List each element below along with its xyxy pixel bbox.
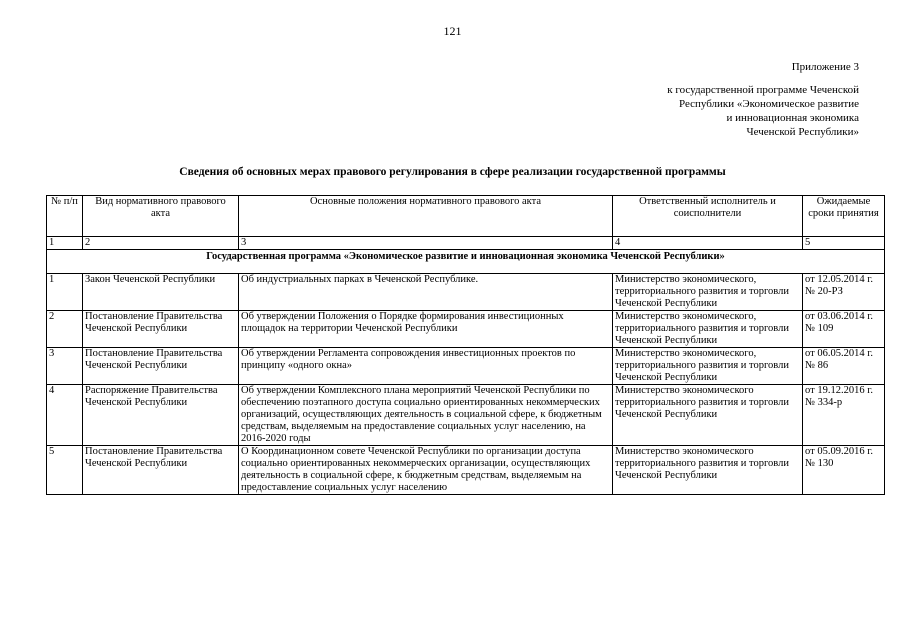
column-number: 5 — [803, 237, 885, 250]
row-act-type: Постановление Правительства Чеченской Республики — [83, 348, 239, 385]
header-deadline: Ожидаемые сроки принятия — [803, 196, 885, 237]
program-row — [47, 250, 885, 274]
legal-measures-table — [46, 195, 885, 495]
row-provisions: Об утверждении Комплексного плана мероприятий Чеченской Республики по обеспечению поэтапного доступа социально ориентированных некоммерческих организаций, осуществляющих деятельность в социальной сфере, к бюджетным средствам, выделяемым на предоставление социальных услуг населению, на 2016-2020 годы — [239, 385, 613, 446]
table-row — [47, 311, 885, 348]
table-row — [47, 446, 885, 495]
column-number: 3 — [239, 237, 613, 250]
row-provisions: Об утверждении Положения о Порядке формирования инвестиционных площадок на территории Чеченской Республики — [239, 311, 613, 348]
page-number: 121 — [443, 24, 462, 38]
row-executor: Министерство экономического территориального развития и торговли Чеченской Республики — [613, 446, 803, 495]
row-num: 5 — [47, 446, 83, 495]
column-number: 4 — [613, 237, 803, 250]
row-num: 4 — [47, 385, 83, 446]
table-row — [47, 348, 885, 385]
program-title: Государственная программа «Экономическое развитие и инновационная экономика Чеченской Республики» — [47, 250, 885, 274]
row-act-type: Распоряжение Правительства Чеченской Республики — [83, 385, 239, 446]
column-number: 2 — [83, 237, 239, 250]
row-deadline: от 19.12.2016 г. № 334-р — [803, 385, 885, 446]
row-executor: Министерство экономического, территориального развития и торговли Чеченской Республики — [613, 274, 803, 311]
header-act-type: Вид нормативного правового акта — [83, 196, 239, 237]
appendix-block — [667, 60, 859, 139]
row-executor: Министерство экономического территориального развития и торговли Чеченской Республики — [613, 385, 803, 446]
row-provisions: Об утверждении Регламента сопровождения инвестиционных проектов по принципу «одного окна» — [239, 348, 613, 385]
appendix-line: к государственной программе Чеченской — [667, 84, 859, 96]
row-act-type: Постановление Правительства Чеченской Республики — [83, 446, 239, 495]
table-row — [47, 385, 885, 446]
appendix-line: и инновационная экономика — [726, 112, 859, 124]
header-provisions: Основные положения нормативного правового акта — [239, 196, 613, 237]
table-header-row — [47, 196, 885, 237]
row-act-type: Постановление Правительства Чеченской Республики — [83, 311, 239, 348]
header-executor: Ответственный исполнитель и соисполнители — [613, 196, 803, 237]
row-provisions: О Координационном совете Чеченской Республики по организации доступа социально ориентированных некоммерческих организации, осуществляющих деятельность в социальной сфере, к бюджетным средствам, выделяемым на предоставление социальных услуг населению — [239, 446, 613, 495]
row-executor: Министерство экономического, территориального развития и торговли Чеченской Республики — [613, 348, 803, 385]
row-act-type: Закон Чеченской Республики — [83, 274, 239, 311]
row-deadline: от 03.06.2014 г. № 109 — [803, 311, 885, 348]
document-title: Сведения об основных мерах правового регулирования в сфере реализации государственной программы — [179, 166, 726, 178]
row-deadline: от 06.05.2014 г. № 86 — [803, 348, 885, 385]
row-executor: Министерство экономического, территориального развития и торговли Чеченской Республики — [613, 311, 803, 348]
appendix-line: Республики «Экономическое развитие — [678, 98, 859, 110]
row-deadline: от 12.05.2014 г. № 20-РЗ — [803, 274, 885, 311]
row-provisions: Об индустриальных парках в Чеченской Республике. — [239, 274, 613, 311]
appendix-line: Чеченской Республики» — [746, 126, 859, 138]
table-row — [47, 274, 885, 311]
row-num: 1 — [47, 274, 83, 311]
column-number-row — [47, 237, 885, 250]
header-num: № п/п — [47, 196, 83, 237]
row-deadline: от 05.09.2016 г. № 130 — [803, 446, 885, 495]
appendix-title: Приложение 3 — [791, 61, 859, 73]
row-num: 2 — [47, 311, 83, 348]
column-number: 1 — [47, 237, 83, 250]
row-num: 3 — [47, 348, 83, 385]
